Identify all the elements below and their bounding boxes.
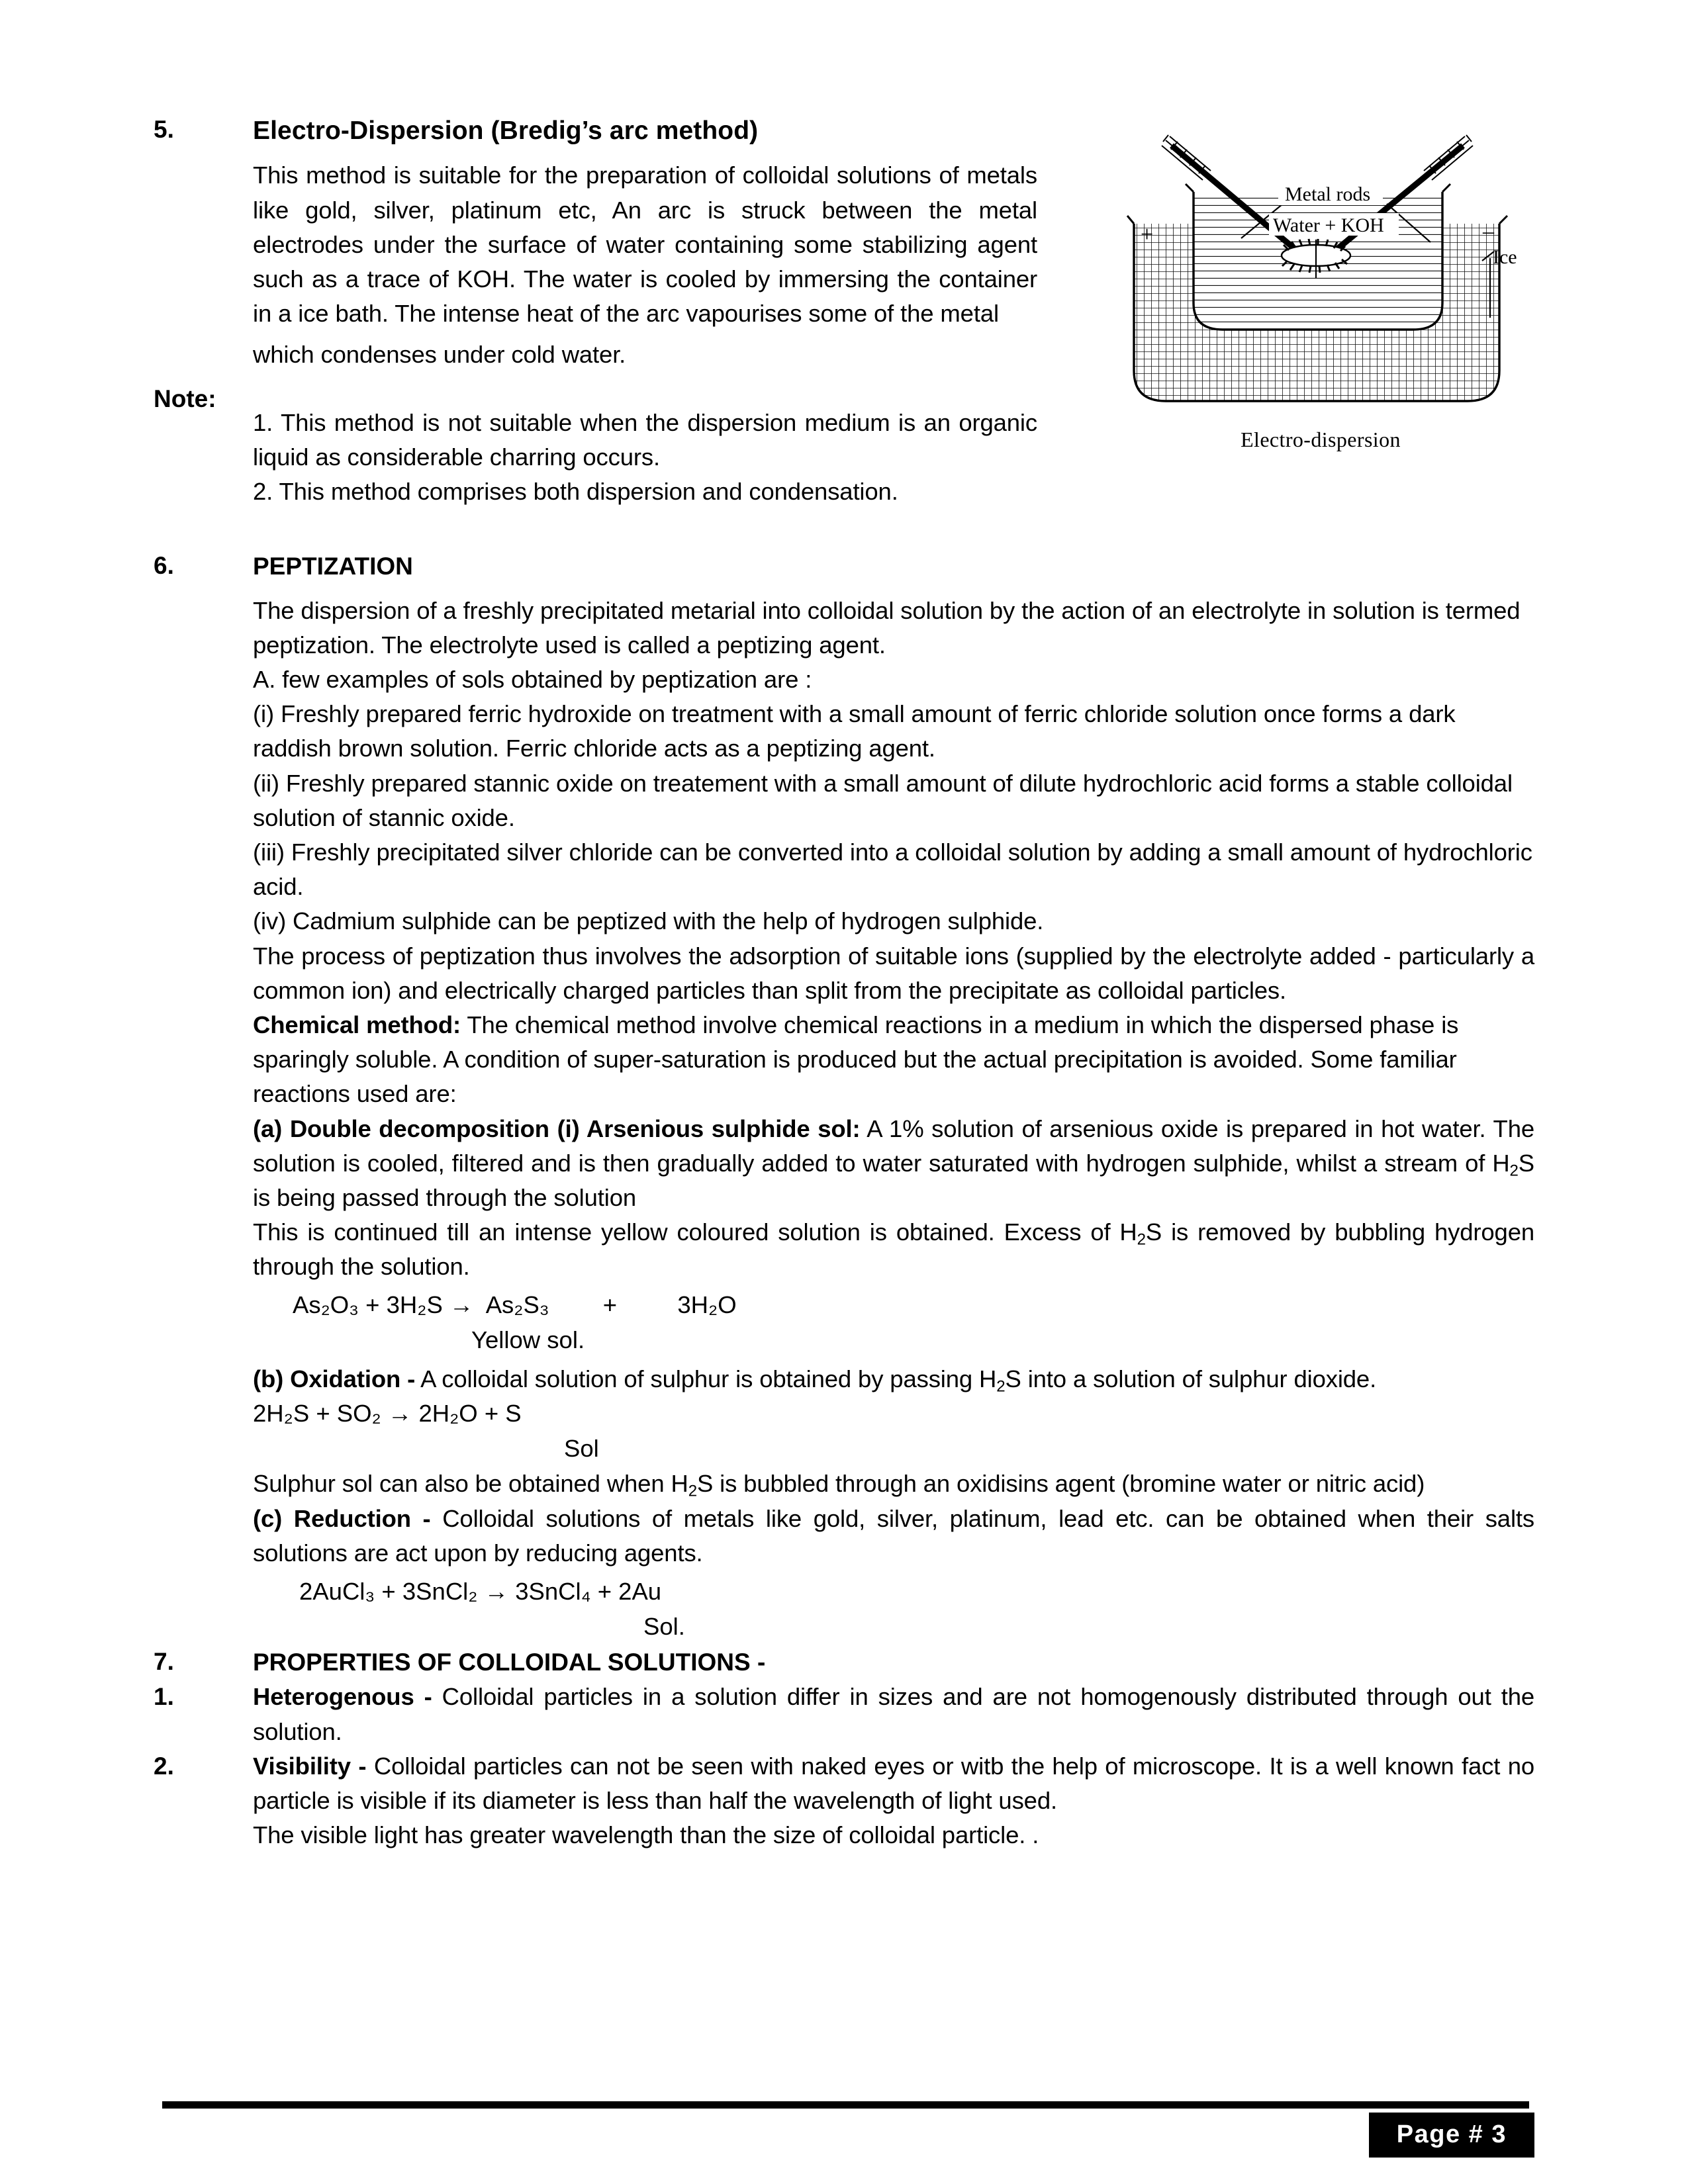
property-item-1: [154, 1680, 1534, 1749]
section-7: [154, 1645, 1534, 1680]
continued-text-1: This is continued till an intense yellow coloured solution is obtained. Excess of H: [253, 1218, 1137, 1246]
property-item-2: [154, 1749, 1534, 1853]
negative-terminal-label: –: [1483, 219, 1494, 244]
reduction-paragraph: [253, 1502, 1534, 1570]
property-item-1-number: 1.: [154, 1683, 174, 1711]
property-item-2-number: 2.: [154, 1752, 174, 1780]
sulphur-sol-paragraph: [253, 1467, 1534, 1501]
equation-reduction-label: Sol.: [643, 1612, 685, 1640]
property-item-1-paragraph: [253, 1680, 1534, 1749]
figure-caption: Electro-dispersion: [1241, 428, 1401, 451]
water-koh-label: Water + KOH: [1273, 214, 1384, 236]
section-7-title: PROPERTIES OF COLLOIDAL SOLUTIONS -: [253, 1648, 766, 1676]
ice-label: Ice: [1493, 246, 1517, 268]
property-item-2-paragraph-2: The visible light has greater wavelength than the size of colloidal particle. .: [253, 1821, 1039, 1849]
double-decomposition-subscript: 2: [1509, 1161, 1519, 1180]
page-number-badge: Page # 3: [1369, 2113, 1534, 2158]
equation-reduction: 2AuCl₃ + 3SnCl₂ → 3SnCl₄ + 2Au: [299, 1577, 662, 1605]
section-6-paragraph-1: The dispersion of a freshly precipitated metarial into colloidal solution by the action of an electrolyte in solution is termed peptization. The electrolyte used is called a peptizing agent.: [253, 596, 1521, 659]
continued-paragraph: [253, 1215, 1534, 1284]
section-5: [154, 113, 1534, 373]
sulphur-sol-text-2: S is bubbled through an oxidisins agent (bromine water or nitric acid): [696, 1470, 1425, 1498]
oxidation-paragraph: [253, 1362, 1534, 1396]
section-5-paragraph-1: This method is suitable for the preparation of colloidal solutions of metals like gold, silver, platinum etc, An arc is struck between the metal electrodes under the surface of water containing some stabilizing agent such as a trace of KOH. The water is cooled by immersing the container in a ice bath. The intense heat of the arc vapourises some of the metal: [253, 161, 1037, 328]
oxidation-subscript: 2: [996, 1378, 1006, 1396]
section-6-item-iv: (iv) Cadmium sulphide can be peptized with the help of hydrogen sulphide.: [253, 907, 1044, 935]
section-7-number: 7.: [154, 1647, 174, 1675]
positive-terminal-label: +: [1141, 222, 1154, 247]
oxidation-text-2: S into a solution of sulphur dioxide.: [1005, 1365, 1377, 1393]
section-6-title: PEPTIZATION: [253, 553, 413, 580]
oxidation-text-1: A colloidal solution of sulphur is obtained by passing H: [415, 1365, 997, 1393]
double-decomposition-text-1: A 1% solution of arsenious oxide is prepared in hot water. The solution is cooled, filtered and is then gradually added to water saturated with hydrogen sulphide, whilst a stream of H: [253, 1115, 1534, 1177]
double-decomposition-text-2: S is being passed through the solution: [253, 1149, 1534, 1211]
section-6: [154, 549, 1534, 1645]
document-content: [154, 113, 1534, 1852]
reduction-label: (c) Reduction -: [253, 1504, 431, 1532]
footer-divider: [162, 2101, 1529, 2109]
sulphur-sol-text-1: Sulphur sol can also be obtained when H: [253, 1470, 688, 1498]
double-decomposition-paragraph: [253, 1112, 1534, 1216]
oxidation-label: (b) Oxidation -: [253, 1365, 416, 1393]
chemical-method-text: The chemical method involve chemical reactions in a medium in which the dispersed phase is sparingly soluble. A condition of super-saturation is produced but the actual precipitation is avoided. Some familiar reactions used are:: [253, 1011, 1459, 1108]
note-label: Note:: [154, 385, 216, 412]
section-6-number: 6.: [154, 552, 174, 580]
equation-arsenious-sulphide-label: Yellow sol.: [471, 1326, 585, 1354]
continued-text-2: S is removed by bubbling hydrogen through the solution.: [253, 1218, 1535, 1281]
section-5-number: 5.: [154, 116, 174, 143]
section-6-paragraph-2: A. few examples of sols obtained by peptization are :: [253, 666, 812, 694]
equation-oxidation-label: Sol: [564, 1435, 599, 1463]
chemical-method-label: Chemical method:: [253, 1011, 461, 1038]
reduction-text: Colloidal solutions of metals like gold, silver, platinum, lead etc. can be obtained when their salts solutions are act upon by reducing agents.: [253, 1504, 1535, 1567]
double-decomposition-label: (a) Double decomposition (i) Arsenious sulphide sol:: [253, 1115, 861, 1142]
property-item-2-text: Colloidal particles can not be seen with naked eyes or witb the help of microscope. It is a well known fact no particle is visible if its diameter is less than half the wavelength of light used.: [253, 1752, 1535, 1814]
section-6-paragraph-3: The process of peptization thus involves the adsorption of suitable ions (supplied by the electrolyte added - particularly a common ion) and electrically charged particles than split from the precipitate as colloidal particles.: [253, 942, 1534, 1004]
note-item-1: 1. This method is not suitable when the dispersion medium is an organic liquid as considerable charring occurs.: [253, 408, 1037, 471]
property-item-1-label: Heterogenous -: [253, 1683, 432, 1711]
note-item-2: 2. This method comprises both dispersion and condensation.: [253, 477, 898, 505]
section-6-item-i: (i) Freshly prepared ferric hydroxide on treatment with a small amount of ferric chloride solution once forms a dark raddish brown solution. Ferric chloride acts as a peptizing agent.: [253, 700, 1456, 762]
chemical-method-paragraph: [253, 1008, 1534, 1112]
section-6-item-ii: (ii) Freshly prepared stannic oxide on treatement with a small amount of dilute hydrochloric acid forms a stable colloidal solution of stannic oxide.: [253, 769, 1513, 831]
property-item-2-paragraph: [253, 1749, 1534, 1818]
section-5-title: Electro-Dispersion (Bredig’s arc method): [253, 116, 759, 145]
metal-rods-label: Metal rods: [1285, 183, 1371, 205]
section-6-item-iii: (iii) Freshly precipitated silver chloride can be converted into a colloidal solution by adding a small amount of hydrochloric acid.: [253, 839, 1532, 901]
property-item-1-text: Colloidal particles in a solution differ in sizes and are not homogenously distributed through out the solution.: [253, 1683, 1535, 1745]
equation-arsenious-sulphide: As₂O₃ + 3H₂S → As₂S₃ + 3H₂O: [293, 1291, 737, 1319]
sulphur-sol-subscript: 2: [688, 1482, 697, 1501]
continued-subscript: 2: [1137, 1230, 1146, 1249]
note-block: [154, 382, 1534, 510]
equation-oxidation: 2H₂S + SO₂ → 2H₂O + S: [253, 1400, 522, 1428]
section-5-paragraph-2: which condenses under cold water.: [253, 341, 626, 369]
property-item-2-label: Visibility -: [253, 1752, 367, 1780]
